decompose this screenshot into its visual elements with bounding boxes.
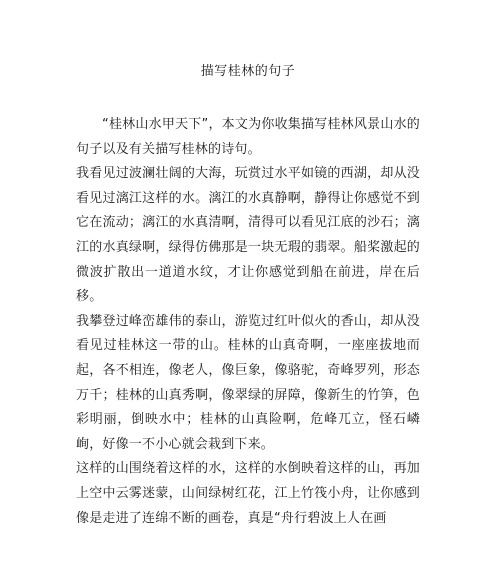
paragraph-guilin-mountains: 我攀登过峰峦雄伟的泰山，游览过红叶似火的香山，却从没看见过桂林这一带的山。桂林的山真奇啊，一座座拔地而起，各不相连，像老人，像巨象，像骆驼，奇峰罗列，形态万千；桂林的山真秀啊，像翠绿的屏障，像新生的竹笋，色彩明丽，倒映水中；桂林的山真险啊，危峰兀立，怪石嶙峋，好像一不小心就会栽到下来。	[76, 313, 420, 452]
paragraph-scenery: 这样的山围绕着这样的水，这样的水倒映着这样的山，再加上空中云雾迷蒙，山间绿树红花，江上竹筏小舟，让你感到像是走进了连绵不断的画卷，真是“舟行碧波上人在画	[76, 461, 420, 526]
document-title: 描写桂林的句子	[200, 64, 296, 79]
paragraph-lijiang-water: 我看见过波澜壮阔的大海，玩赏过水平如镜的西湖，却从没看见过漓江这样的水。漓江的水真静啊，静得让你感觉不到它在流动；漓江的水真清啊，清得可以看见江底的沙石；漓江的水真绿啊，绿得仿佛那是一块无瑕的翡翠。船桨激起的微波扩散出一道道水纹，才让你感觉到船在前进，岸在后移。	[76, 166, 420, 305]
paragraph-intro: “桂林山水甲天下”，本文为你收集描写桂林风景山水的句子以及有关描写桂林的诗句。	[76, 117, 420, 157]
document-body	[76, 113, 420, 531]
